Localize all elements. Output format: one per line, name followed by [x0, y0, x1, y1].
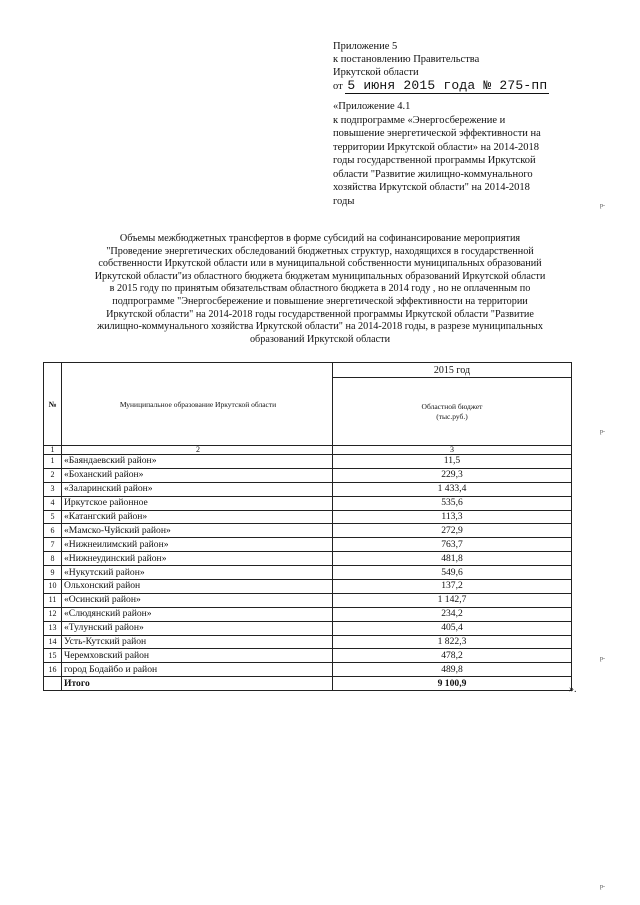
appendix-line: хозяйства Иркутской области" на 2014-2018	[333, 182, 530, 193]
title-line: в 2015 году по принятым обязательствам областного бюджета в 2014 году , но не оплаченным по	[109, 283, 531, 295]
col-number: 3	[333, 446, 572, 455]
appendix-line: «Приложение 4.1	[333, 101, 411, 112]
date-prefix: от	[333, 81, 343, 92]
table-header-row	[44, 363, 572, 378]
row-value: 478,2	[333, 649, 572, 663]
margin-mark: р-	[600, 656, 605, 662]
row-municipality: «Мамско-Чуйский район»	[62, 524, 333, 538]
row-no: 16	[44, 663, 62, 677]
row-municipality: «Нукутский район»	[62, 566, 333, 580]
row-municipality: Усть-Кутский район	[62, 635, 333, 649]
row-value: 405,4	[333, 621, 572, 635]
table-row	[44, 455, 572, 469]
row-value: 489,8	[333, 663, 572, 677]
row-value: 1 142,7	[333, 593, 572, 607]
table-row	[44, 538, 572, 552]
col-number: 1	[44, 446, 62, 455]
col-number: 2	[62, 446, 333, 455]
row-value: 549,6	[333, 566, 572, 580]
row-value: 229,3	[333, 468, 572, 482]
total-row	[44, 677, 572, 691]
title-line: Объемы межбюджетных трансфертов в форме субсидий на софинансирование мероприятия	[119, 233, 521, 244]
title-line: образований Иркутской области	[249, 333, 391, 345]
row-value: 763,7	[333, 538, 572, 552]
table-row	[44, 482, 572, 496]
table-row	[44, 552, 572, 566]
row-no: 9	[44, 566, 62, 580]
row-no: 15	[44, 649, 62, 663]
total-label: Итого	[62, 677, 333, 691]
row-value: 234,2	[333, 607, 572, 621]
resolution-label: к постановлению Правительства	[333, 54, 480, 65]
appendix-line: области "Развитие жилищно-коммунального	[333, 168, 533, 180]
budget-units: (тыс.руб.)	[436, 411, 468, 421]
year-header: 2015 год	[333, 363, 572, 378]
total-no-cell	[44, 677, 62, 691]
table-row	[44, 468, 572, 482]
row-municipality: «Тулунский район»	[62, 621, 333, 635]
col-name-header: Муниципальное образование Иркутской области	[62, 363, 333, 446]
row-no: 7	[44, 538, 62, 552]
table-row	[44, 621, 572, 635]
row-no: 13	[44, 621, 62, 635]
margin-mark: р-	[600, 429, 605, 435]
title-line: "Проведение энергетических обследований бюджетных структур, находящихся в государственной	[106, 245, 534, 257]
row-municipality: город Бодайбо и район	[62, 663, 333, 677]
table-row	[44, 496, 572, 510]
resolution-date	[333, 78, 549, 93]
document-title	[62, 233, 578, 346]
table-row	[44, 649, 572, 663]
row-no: 3	[44, 482, 62, 496]
budget-header-label: Областной бюджет	[421, 401, 483, 411]
table-row	[44, 510, 572, 524]
row-no: 2	[44, 468, 62, 482]
table-row	[44, 607, 572, 621]
column-numbers-row	[44, 446, 572, 455]
appendix-line: к подпрограмме «Энергосбережение и	[333, 114, 506, 126]
row-no: 12	[44, 607, 62, 621]
title-line: Иркутской области" на 2014-2018 годы государственной программы Иркутской области "Развитие	[106, 308, 534, 320]
budget-header	[333, 378, 572, 446]
row-municipality: «Нижнеилимский район»	[62, 538, 333, 552]
row-municipality: «Баяндаевский район»	[62, 455, 333, 469]
row-no: 6	[44, 524, 62, 538]
row-municipality: «Заларинский район»	[62, 482, 333, 496]
row-municipality: Иркутское районное	[62, 496, 333, 510]
row-no: 11	[44, 593, 62, 607]
row-value: 481,8	[333, 552, 572, 566]
appendix-line: годы государственной программы Иркутской	[333, 155, 536, 166]
col-no-header: №	[44, 363, 62, 446]
row-value: 11,5	[333, 455, 572, 469]
row-municipality: Ольхонский район	[62, 580, 333, 594]
total-value: 9 100,9	[333, 677, 572, 691]
row-value: 1 433,4	[333, 482, 572, 496]
row-value: 272,9	[333, 524, 572, 538]
row-municipality: «Нижнеудинский район»	[62, 552, 333, 566]
row-value: 1 822,3	[333, 635, 572, 649]
title-line: Иркутской области"из областного бюджета бюджетам муниципальных образований Иркутской области	[94, 270, 546, 282]
row-no: 8	[44, 552, 62, 566]
margin-mark: р-	[600, 203, 605, 209]
region-label: Иркутской области	[333, 67, 419, 78]
appendix-line: территории Иркутской области» на 2014-2018	[333, 141, 540, 153]
appendix-label: Приложение 5	[333, 41, 398, 52]
closing-quote: ».	[569, 684, 577, 695]
row-municipality: «Осинский район»	[62, 593, 333, 607]
table-row	[44, 524, 572, 538]
title-line: подпрограмме "Энергосбережение и повышение энергетической эффективности на территории	[112, 295, 528, 307]
appendix-block	[333, 100, 573, 208]
row-value: 535,6	[333, 496, 572, 510]
title-line: жилищно-коммунального хозяйства Иркутской области" на 2014-2018 годы, в разрезе муниципальных	[97, 321, 543, 333]
appendix-line: повышение энергетической эффективности на	[333, 128, 541, 139]
table-row	[44, 635, 572, 649]
row-value: 113,3	[333, 510, 572, 524]
margin-mark: р-	[600, 884, 605, 890]
row-no: 10	[44, 580, 62, 594]
date-stamp: 5 июня 2015 года № 275-пп	[347, 78, 548, 93]
row-no: 14	[44, 635, 62, 649]
table-row	[44, 580, 572, 594]
transfers-table	[43, 362, 572, 691]
row-municipality: «Катангский район»	[62, 510, 333, 524]
appendix-line: годы	[333, 195, 355, 207]
row-municipality: Черемховский район	[62, 649, 333, 663]
table-row	[44, 566, 572, 580]
table-row	[44, 593, 572, 607]
row-no: 4	[44, 496, 62, 510]
row-municipality: «Слюдянский район»	[62, 607, 333, 621]
table-row	[44, 663, 572, 677]
row-no: 1	[44, 455, 62, 469]
row-municipality: «Боханский район»	[62, 468, 333, 482]
title-line: собственности Иркутской области или в муниципальной собственности муниципальных образований	[98, 258, 542, 270]
row-value: 137,2	[333, 580, 572, 594]
row-no: 5	[44, 510, 62, 524]
